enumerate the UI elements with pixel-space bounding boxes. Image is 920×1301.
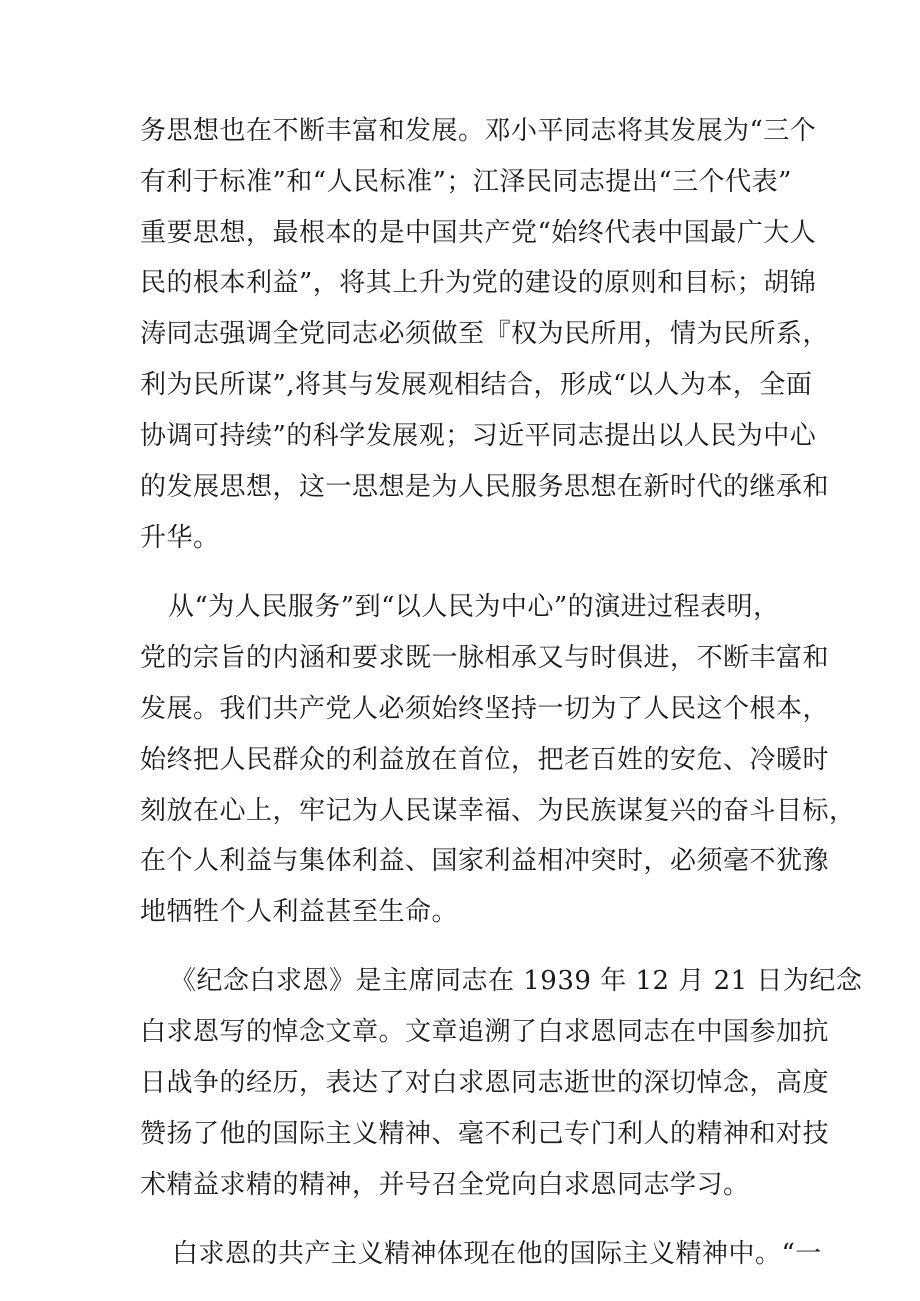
paragraph-2-line-4: 始终把人民群众的利益放在首位，把老百姓的安危、冷暖时 [140,745,830,775]
paragraph-2-line-7: 地牺牲个人利益甚至生命。 [140,897,459,927]
paragraph-2-line-1: 从“为人民服务”到“以人民为中心”的演进过程表明， [168,592,780,622]
paragraph-3-line-2: 白求恩写的悼念文章。文章追溯了白求恩同志在中国参加抗 [140,1017,830,1047]
paragraph-2-line-5: 刻放在心上，牢记为人民谋幸福、为民族谋复兴的奋斗目标， [140,796,856,826]
paragraph-1-line-6: 利为民所谋”,将其与发展观相结合，形成“以人为本，全面 [140,370,813,400]
paragraph-3-line-5: 术精益求精的精神，并号召全党向白求恩同志学习。 [140,1170,750,1200]
paragraph-1-line-9: 升华。 [140,523,220,553]
paragraph-3-line-3: 日战争的经历，表达了对白求恩同志逝世的深切悼念，高度 [140,1068,830,1098]
paragraph-4-line-1: 白求恩的共产主义精神体现在他的国际主义精神中。“一 [172,1239,822,1269]
paragraph-3-line-1: 《纪念白求恩》是主席同志在 1939 年 12 月 21 日为纪念 [170,966,863,996]
paragraph-1-line-3: 重要思想，最根本的是中国共产党“始终代表中国最广大人 [140,218,817,248]
paragraph-1-line-8: 的发展思想，这一思想是为人民服务思想在新时代的继承和 [140,472,830,502]
paragraph-2-line-2: 党的宗旨的内涵和要求既一脉相承又与时俱进，不断丰富和 [140,643,830,673]
paragraph-2-line-6: 在个人利益与集体利益、国家利益相冲突时，必须毫不犹豫 [140,846,830,876]
paragraph-1-line-5: 涛同志强调全党同志必须做至『权为民所用，情为民所系， [140,319,830,349]
paragraph-1-line-4: 民的根本利益”，将其上升为党的建设的原则和目标；胡锦 [140,268,817,298]
paragraph-2-line-3: 发展。我们共产党人必须始终坚持一切为了人民这个根本， [140,694,830,724]
paragraph-1-line-1: 务思想也在不断丰富和发展。邓小平同志将其发展为“三个 [140,116,817,146]
paragraph-1-line-7: 协调可持续”的科学发展观；习近平同志提出以人民为中心 [140,421,817,451]
paragraph-1-line-2: 有利于标准”和“人民标准”；江泽民同志提出“三个代表” [140,167,792,197]
paragraph-3-line-4: 赞扬了他的国际主义精神、毫不利己专门利人的精神和对技 [140,1119,830,1149]
